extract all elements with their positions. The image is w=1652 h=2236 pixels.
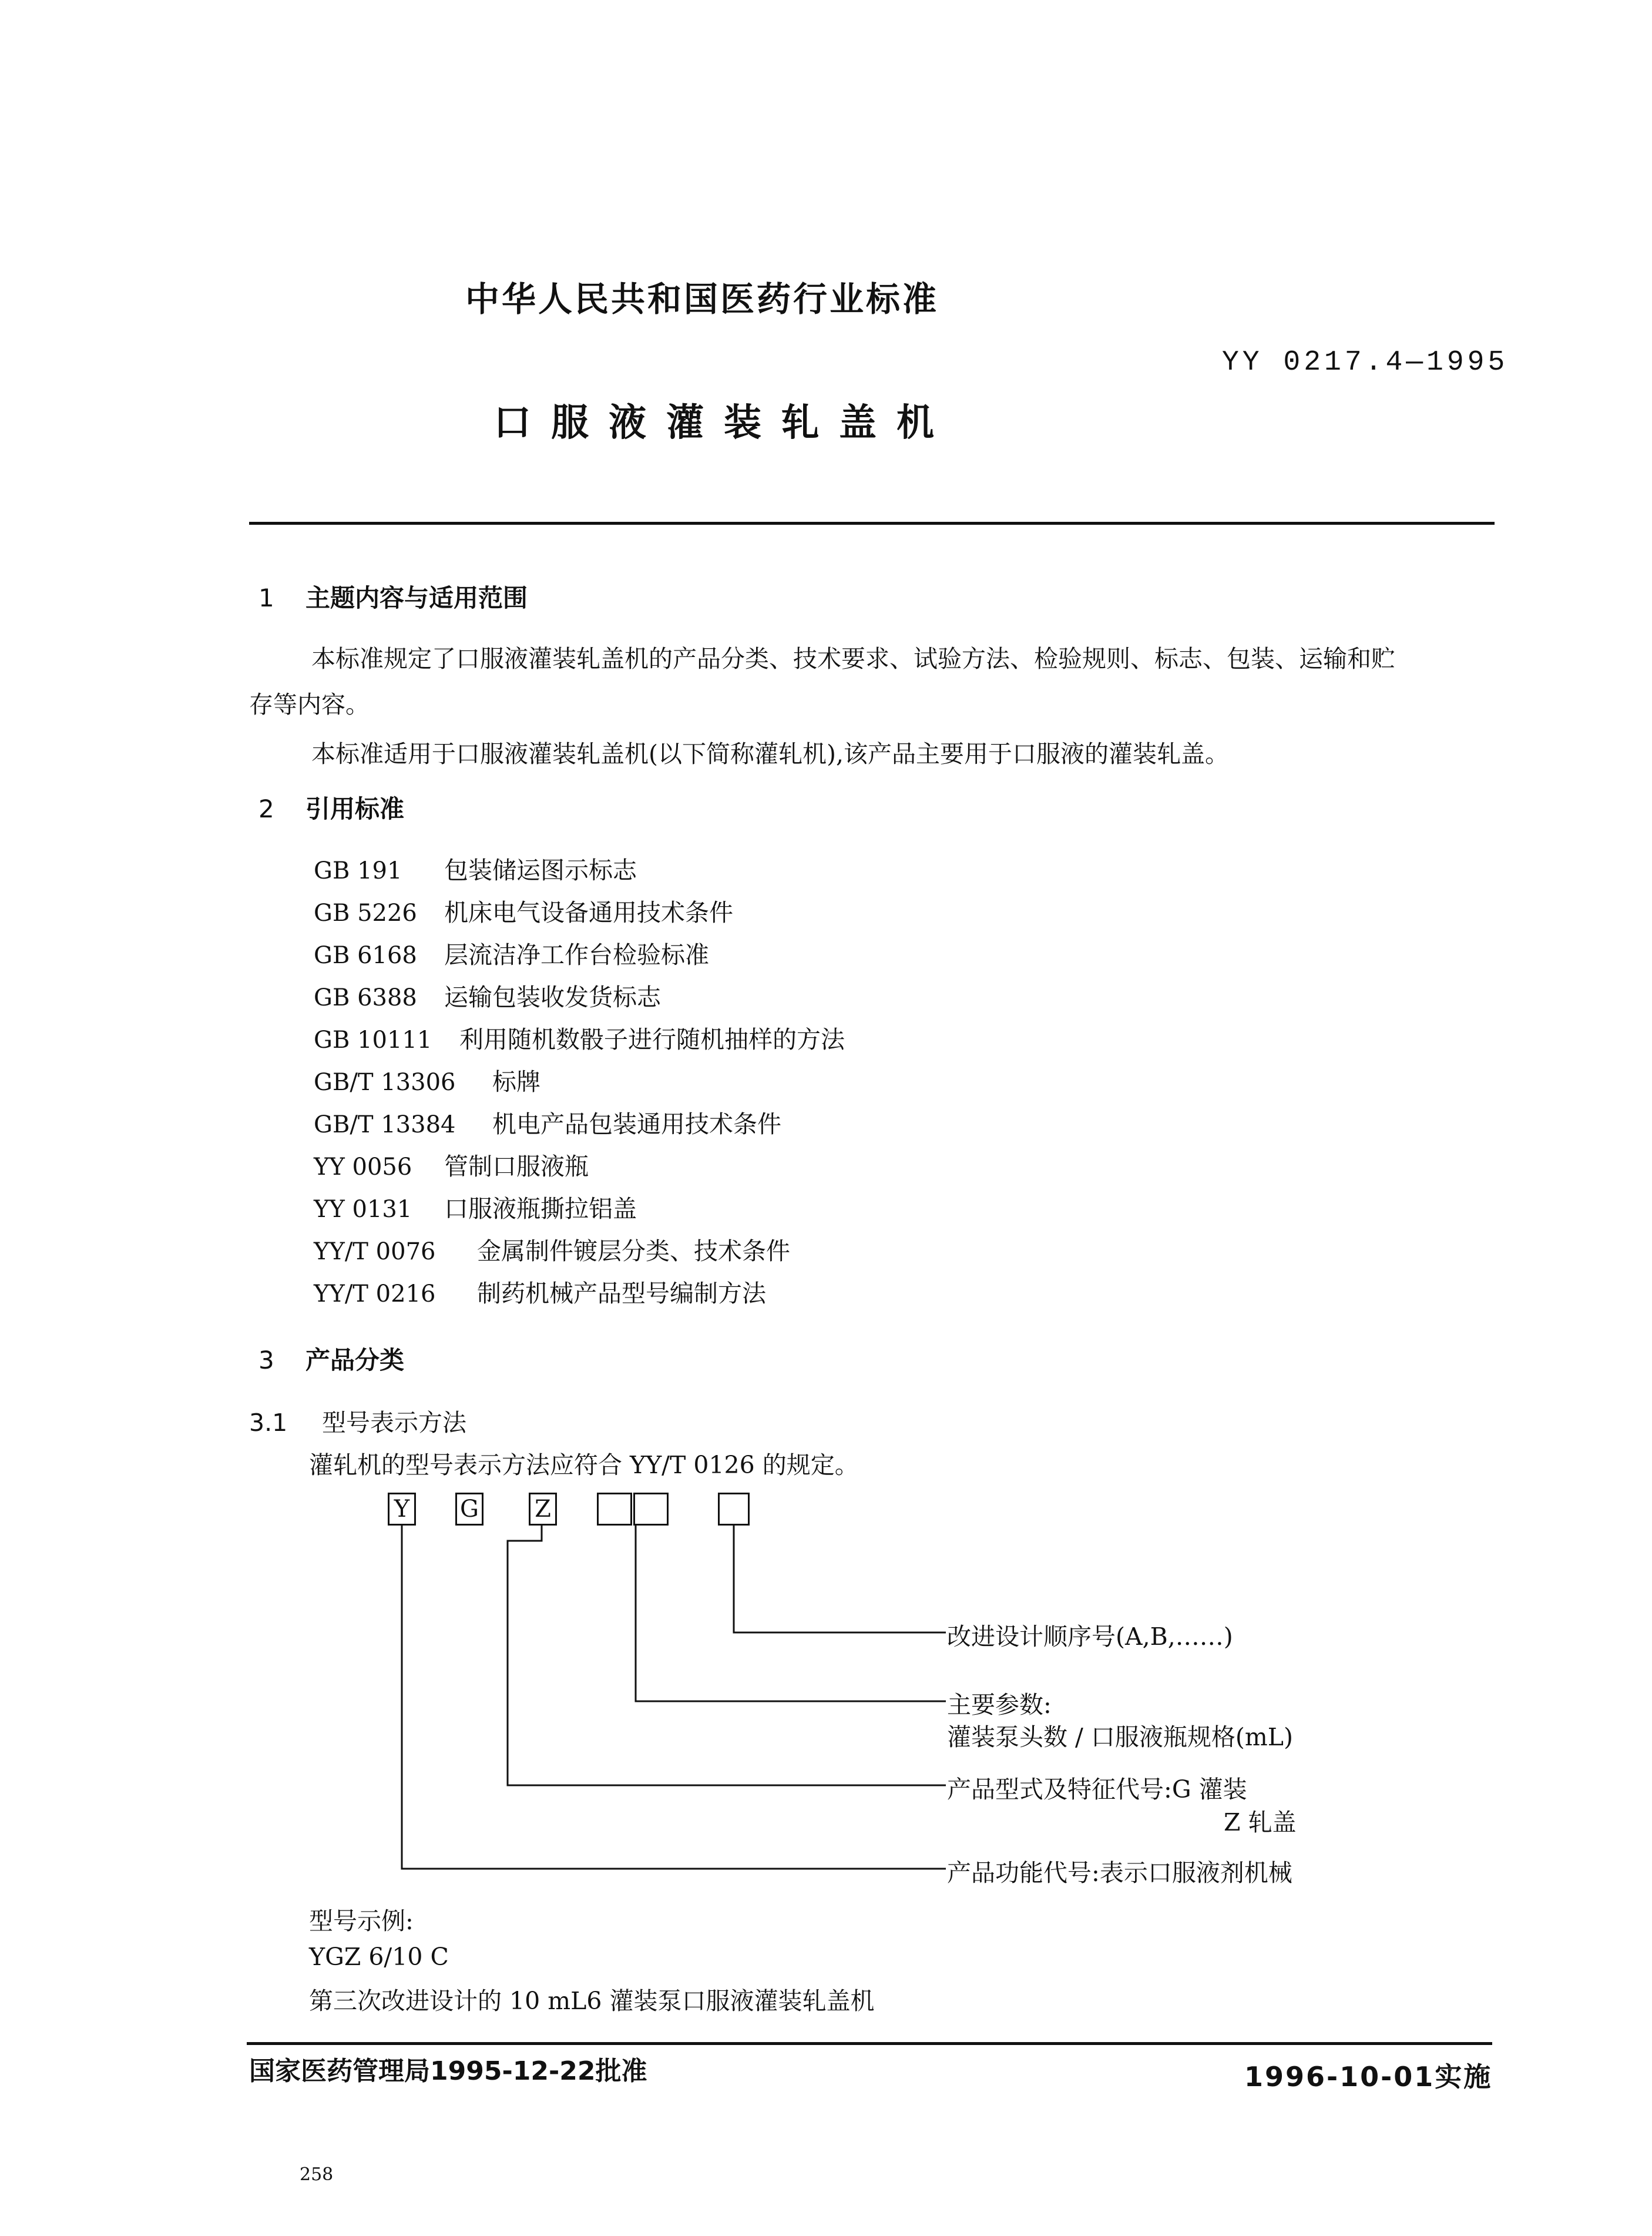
reference-code: YY/T 0216 — [314, 1280, 436, 1308]
model-box-z: Z — [529, 1493, 557, 1526]
reference-title: 包装储运图示标志 — [444, 856, 637, 884]
label-function-code: 产品功能代号:表示口服液剂机械 — [947, 1859, 1292, 1887]
section-title: 引用标准 — [305, 794, 405, 823]
reference-title: 机床电气设备通用技术条件 — [444, 899, 733, 927]
reference-code: GB 10111 — [314, 1027, 432, 1054]
example-label: 型号示例: — [309, 1907, 414, 1935]
section-1-paragraph-1-line-2: 存等内容。 — [249, 690, 370, 719]
reference-title: 口服液瓶撕拉铝盖 — [444, 1195, 637, 1223]
section-1-paragraph-1-line-1: 本标准规定了口服液灌装轧盖机的产品分类、技术要求、试验方法、检验规则、标志、包装、运输和贮 — [311, 645, 1395, 673]
reference-code: GB 6388 — [314, 984, 417, 1011]
page-number: 258 — [300, 2164, 334, 2185]
example-description: 第三次改进设计的 10 mL6 灌装泵口服液灌装轧盖机 — [309, 1987, 875, 2015]
reference-code: GB 6168 — [314, 942, 417, 969]
approval-statement: 国家医药管理局1995-12-22批准 — [249, 2056, 647, 2086]
effective-date: 1996-10-01实施 — [1244, 2061, 1493, 2093]
reference-title: 金属制件镀层分类、技术条件 — [477, 1237, 790, 1265]
reference-code: GB 5226 — [314, 900, 417, 927]
model-box-y: Y — [388, 1493, 416, 1526]
label-main-params: 主要参数: — [947, 1691, 1052, 1719]
reference-code: YY 0056 — [314, 1154, 412, 1181]
section-title: 产品分类 — [305, 1346, 405, 1375]
reference-title: 标牌 — [492, 1068, 540, 1096]
connector-function-code — [402, 1526, 946, 1869]
model-box-g: G — [455, 1493, 483, 1526]
subsection-title: 型号表示方法 — [322, 1409, 466, 1437]
section-title: 主题内容与适用范围 — [305, 584, 528, 612]
label-type-code: 产品型式及特征代号:G 灌装 — [947, 1775, 1247, 1803]
reference-title: 层流洁净工作台检验标准 — [444, 941, 709, 969]
reference-code: YY/T 0076 — [314, 1238, 436, 1265]
section-number: 2 — [258, 794, 274, 823]
document-title: 口服液灌装轧盖机 — [493, 401, 954, 445]
standard-number: YY 0217.4—1995 — [1222, 347, 1509, 378]
reference-code: GB 191 — [314, 857, 402, 884]
reference-title: 运输包装收发货标志 — [444, 983, 661, 1011]
label-design-sequence: 改进设计顺序号(A,B,……) — [947, 1622, 1233, 1651]
label-main-params-detail: 灌装泵头数 / 口服液瓶规格(mL) — [947, 1723, 1293, 1751]
reference-title: 制药机械产品型号编制方法 — [477, 1279, 766, 1308]
reference-title: 利用随机数骰子进行随机抽样的方法 — [459, 1025, 845, 1054]
reference-title: 管制口服液瓶 — [444, 1152, 589, 1181]
reference-title: 机电产品包装通用技术条件 — [492, 1110, 781, 1138]
reference-code: GB/T 13306 — [314, 1069, 456, 1096]
subsection-number: 3.1 — [249, 1409, 288, 1437]
org-title: 中华人民共和国医药行业标准 — [465, 279, 939, 319]
example-code: YGZ 6/10 C — [309, 1943, 449, 1971]
connector-main-params — [636, 1526, 946, 1701]
connector-type-code — [508, 1526, 946, 1785]
label-type-code-z: Z 轧盖 — [1224, 1808, 1297, 1836]
reference-code: YY 0131 — [314, 1196, 412, 1223]
footer-rule — [247, 2042, 1492, 2045]
connector-design-seq — [734, 1526, 946, 1632]
section-1-paragraph-2: 本标准适用于口服液灌装轧盖机(以下简称灌轧机),该产品主要用于口服液的灌装轧盖。 — [311, 740, 1230, 768]
section-number: 3 — [258, 1346, 274, 1375]
model-notation-intro: 灌轧机的型号表示方法应符合 YY/T 0126 的规定。 — [309, 1451, 859, 1479]
section-number: 1 — [258, 584, 274, 612]
reference-code: GB/T 13384 — [314, 1111, 456, 1138]
